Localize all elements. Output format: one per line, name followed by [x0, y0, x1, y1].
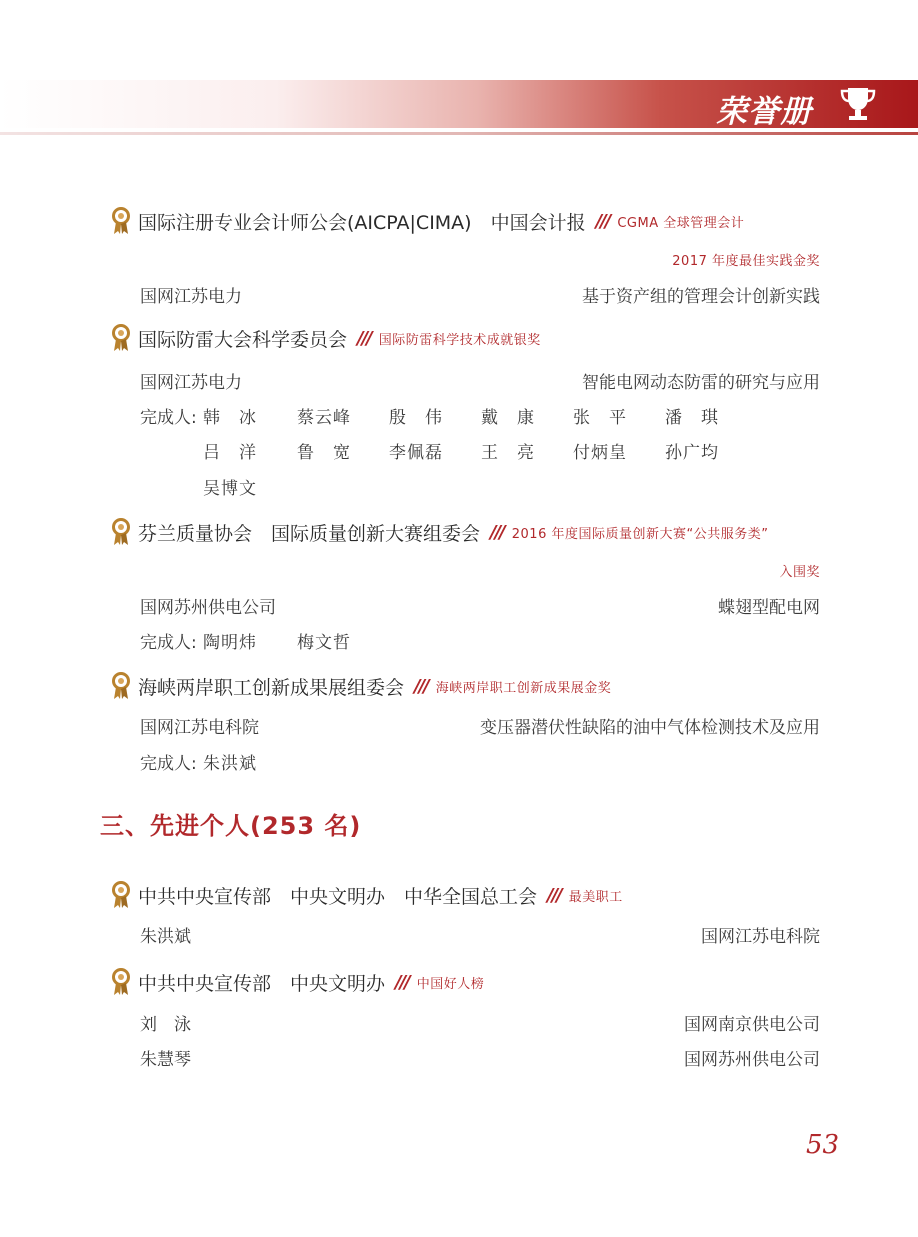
entry-award: 国际防雷科学技术成就银奖 — [378, 332, 541, 348]
header-divider — [0, 132, 918, 135]
completer-name: 戴 康 — [481, 408, 535, 428]
medal-icon — [110, 207, 132, 235]
separator-slashes: /// — [357, 327, 371, 349]
completer-name: 梅文哲 — [297, 633, 351, 653]
medal-icon — [110, 881, 132, 909]
completer-name: 王 亮 — [481, 443, 535, 463]
entry-award: CGMA 全球管理会计 — [617, 215, 745, 231]
completer-name: 鲁 宽 — [297, 443, 351, 463]
completers-label: 完成人: — [140, 754, 197, 774]
person-unit: 国网江苏电科院 — [701, 927, 820, 947]
entry-award-continued: 入围奖 — [779, 565, 820, 580]
completer-name: 李佩磊 — [389, 443, 443, 463]
trophy-icon — [838, 84, 878, 124]
page-number: 53 — [806, 1130, 840, 1160]
entry-project: 变压器潜伏性缺陷的油中气体检测技术及应用 — [480, 718, 820, 738]
completer-name: 张 平 — [573, 408, 627, 428]
individual-org: 中共中央宣传部 中央文明办 — [138, 972, 386, 995]
separator-slashes: /// — [547, 884, 561, 906]
individual-heading — [110, 881, 623, 909]
completer-name: 陶明炜 — [203, 633, 257, 653]
completer-name: 吴博文 — [203, 479, 257, 499]
separator-slashes: /// — [490, 521, 504, 543]
entry-org: 国际防雷大会科学委员会 — [138, 328, 348, 351]
completer-name: 韩 冰 — [203, 408, 257, 428]
individual-heading — [110, 968, 484, 996]
entry-project: 蝶翅型配电网 — [718, 598, 820, 618]
entry-heading — [110, 324, 541, 352]
completer-name: 孙广均 — [665, 443, 719, 463]
person-name: 朱洪斌 — [140, 927, 191, 947]
completer-name: 朱洪斌 — [203, 754, 257, 774]
entry-unit: 国网江苏电科院 — [140, 718, 259, 738]
entry-org: 芬兰质量协会 国际质量创新大赛组委会 — [138, 522, 481, 545]
entry-org: 海峡两岸职工创新成果展组委会 — [138, 676, 405, 699]
medal-icon — [110, 672, 132, 700]
individual-award: 中国好人榜 — [416, 976, 485, 992]
header-title: 荣誉册 — [716, 94, 812, 130]
entry-project: 基于资产组的管理会计创新实践 — [582, 287, 820, 307]
entry-award: 2016 年度国际质量创新大赛“公共服务类” — [511, 526, 769, 542]
individual-org: 中共中央宣传部 中央文明办 中华全国总工会 — [138, 885, 538, 908]
separator-slashes: /// — [395, 971, 409, 993]
completers-label: 完成人: — [140, 633, 197, 653]
person-unit: 国网苏州供电公司 — [684, 1050, 820, 1070]
entry-award: 海峡两岸职工创新成果展金奖 — [435, 680, 612, 696]
individual-award: 最美职工 — [568, 889, 623, 905]
entry-project: 智能电网动态防雷的研究与应用 — [582, 373, 820, 393]
separator-slashes: /// — [595, 210, 610, 232]
section-title: 三、先进个人(253 名) — [100, 812, 362, 840]
medal-icon — [110, 518, 132, 546]
medal-icon — [110, 324, 132, 352]
completer-name: 殷 伟 — [389, 408, 443, 428]
person-name: 朱慧琴 — [140, 1050, 191, 1070]
person-name: 刘 泳 — [140, 1015, 191, 1035]
entry-unit: 国网江苏电力 — [140, 287, 242, 307]
completer-name: 付炳皇 — [573, 443, 627, 463]
person-unit: 国网南京供电公司 — [684, 1015, 820, 1035]
completer-name: 蔡云峰 — [297, 408, 351, 428]
entry-unit: 国网江苏电力 — [140, 373, 242, 393]
entry-award-continued: 2017 年度最佳实践金奖 — [672, 254, 820, 269]
separator-slashes: /// — [414, 675, 428, 697]
completer-name: 潘 琪 — [665, 408, 719, 428]
entry-heading — [110, 672, 611, 700]
completer-name: 吕 洋 — [203, 443, 257, 463]
entry-heading — [110, 207, 744, 235]
completers-label: 完成人: — [140, 408, 197, 428]
medal-icon — [110, 968, 132, 996]
entry-unit: 国网苏州供电公司 — [140, 598, 276, 618]
entry-org: 国际注册专业会计师公会(AICPA|CIMA) 中国会计报 — [138, 211, 586, 234]
entry-heading — [110, 518, 768, 546]
